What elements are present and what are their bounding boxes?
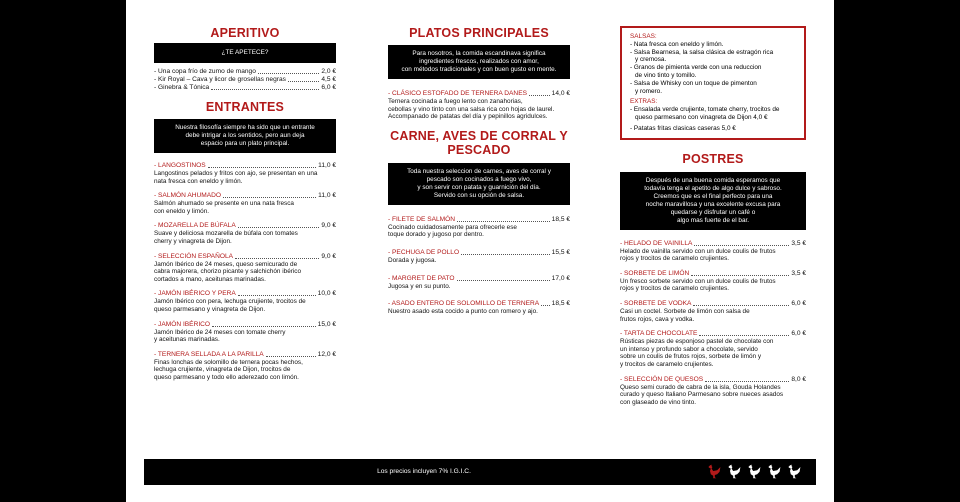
item-price: 2,0 € [321, 68, 336, 75]
leader-dots [699, 330, 789, 336]
intro-line: ¿TE APETECE? [221, 49, 269, 56]
item-name: - ASADO ENTERO DE SOLOMILLO DE TERNERA [388, 300, 540, 308]
item-price: 8,0 € [791, 375, 806, 383]
menu-item [388, 216, 570, 239]
item-description: queso parmesano y vinagreta de Dijon. [154, 305, 266, 313]
item-description: nata fresca con eneldo y limón. [154, 177, 243, 185]
menu-item [154, 222, 336, 245]
item-description: cebollas y vino tinto con una salsa rica con hojas de laurel. [388, 105, 555, 113]
menu-item [154, 253, 336, 284]
intro-line: espacio para un plato principal. [200, 140, 290, 147]
item-description: Cocinado cuidadosamente para ofrecerle ese [388, 223, 517, 231]
item-name: - MARGRET DE PATO [388, 274, 455, 282]
leader-dots [694, 240, 789, 246]
intro-box-platos [388, 45, 570, 79]
item-description: Un fresco sorbete servido con un dulce coulis de frutos [620, 277, 776, 285]
intro-line: algo mas fuerte de el bar. [676, 216, 750, 224]
column-right [620, 0, 806, 413]
item-name: - MOZARELLA DE BÚFALA [154, 222, 236, 230]
salsa-line: y romero. [635, 87, 662, 95]
item-name: - SORBETE DE LIMÓN [620, 269, 690, 277]
leader-dots [208, 162, 316, 168]
menu-item [154, 76, 336, 84]
footer-bar [144, 459, 816, 485]
extra-item [630, 125, 796, 133]
section-title-carne [388, 129, 570, 157]
menu-item [154, 351, 336, 382]
item-description: Rústicas piezas de esponjoso pastel de chocolate con [620, 338, 774, 346]
item-name: - Una copa frío de zumo de mango [154, 68, 256, 75]
item-price: 18,5 € [551, 300, 570, 308]
intro-line: Para nosotros, la comida escandinava significa [412, 50, 546, 57]
item-description: curado y queso Italiano Parmesano sobre nueces asados [620, 391, 784, 399]
carne-list [388, 216, 570, 316]
leader-dots [238, 290, 316, 296]
intro-box-postres [620, 172, 806, 230]
intro-line: quedarse y disfrutar un café o [670, 208, 756, 216]
item-price: 6,0 € [321, 84, 336, 91]
item-description: queso parmesano y todo ello aderezado con limón. [154, 373, 299, 381]
item-name: - JAMÓN IBÉRICO Y PERA [154, 290, 236, 298]
leader-dots [211, 84, 319, 90]
section-title-aperitivo: APERITIVO [210, 26, 280, 40]
item-price: 18,5 € [551, 215, 570, 223]
intro-line: Creemos que es el final perfecto para una [653, 192, 773, 200]
leader-dots [691, 270, 789, 276]
salsas-label: SALSAS: [630, 33, 657, 40]
salsa-item [630, 64, 796, 80]
item-description: cherry y vinagreta de Dijon. [154, 237, 232, 245]
section-title-postres: POSTRES [682, 151, 744, 166]
menu-item [388, 90, 570, 121]
leader-dots [693, 300, 789, 306]
salsa-item [630, 49, 796, 65]
item-price: 11,0 € [318, 192, 336, 200]
item-price: 9,0 € [321, 222, 336, 230]
intro-line: Servido con su opción de salsa. [433, 191, 525, 199]
item-description: y trocitos de caramelo crujientes. [620, 360, 714, 368]
item-name: - LANGOSTINOS [154, 162, 206, 169]
item-name: - SELECCIÓN DE QUESOS [620, 375, 704, 383]
item-description: rojos y trocitos de caramelo crujientes. [620, 285, 730, 293]
item-description: frutos rojos, cava y vodka. [620, 315, 695, 323]
leader-dots [288, 76, 319, 82]
item-description: Suave y deliciosa mozarella de búfala con tomates [154, 230, 298, 238]
item-price: 15,0 € [317, 320, 336, 328]
intro-line: todavía tenga el apetito de algo dulce y sabroso. [644, 184, 782, 192]
hen-icon [766, 463, 782, 479]
item-description: Jamón Ibérico de 24 meses, queso semicurado de [154, 260, 298, 268]
salsa-line: de vino tinto y tomillo. [635, 71, 697, 79]
item-name: - HELADO DE VAINILLA [620, 239, 693, 247]
item-name: - CLÁSICO ESTOFADO DE TERNERA DANES [388, 90, 527, 97]
item-description: Nuestro asado esta cocido a punto con romero y ajo. [388, 308, 538, 316]
extras-label: EXTRAS: [630, 98, 658, 106]
leader-dots [238, 222, 320, 228]
menu-item [620, 240, 806, 263]
menu-item [154, 162, 336, 185]
leader-dots [235, 253, 319, 259]
hen-icon [726, 463, 742, 479]
leader-dots [529, 90, 550, 96]
item-description: Salmón ahumado se presente en una nata fresca [154, 200, 294, 208]
item-description: cabra majorera, chorizo picante y salchichón ibérico [154, 268, 302, 276]
salsa-line: - Salsa Bearnesa, la salsa clásica de estragón rica [630, 48, 774, 56]
item-price: 9,0 € [321, 252, 336, 260]
item-description: Casi un coctel. Sorbete de limón con salsa de [620, 307, 750, 315]
leader-dots [461, 249, 550, 255]
title-line: CARNE, AVES DE CORRAL Y [390, 128, 568, 143]
intro-box-aperitivo [154, 43, 336, 63]
item-description: Queso semi curado de cabra de la isla, Gouda Holandes [620, 383, 781, 391]
menu-item [154, 84, 336, 92]
menu-item [388, 275, 570, 291]
hen-icon [786, 463, 802, 479]
salsa-item [630, 41, 796, 49]
extra-line: - Patatas fritas clasicas caseras 5,0 € [630, 124, 736, 132]
item-price: 4,5 € [321, 76, 336, 83]
menu-item [388, 249, 570, 265]
item-description: Jamón Ibérico con pera, lechuga crujiente, trocitos de [154, 298, 306, 306]
intro-line: con métodos tradicionales y con buen gusto en mente. [401, 66, 557, 73]
item-price: 6,0 € [791, 330, 806, 338]
section-title-platos: PLATOS PRINCIPALES [409, 26, 549, 40]
item-price: 10,0 € [317, 290, 336, 298]
menu-item [388, 300, 570, 316]
item-price: 12,0 € [317, 350, 336, 358]
menu-page [126, 0, 834, 502]
item-description: Helado de vainilla servido con un dulce coulis de frutos [620, 247, 776, 255]
item-name: - SALMÓN AHUMADO [154, 192, 222, 200]
item-name: - SORBETE DE VODKA [620, 299, 692, 307]
intro-box-carne [388, 163, 570, 205]
menu-item [620, 270, 806, 293]
item-description: Finas lonchas de solomillo de ternera pocas hechos, [154, 358, 303, 366]
leader-dots [457, 216, 550, 222]
extra-line: queso parmesano con vinagreta de Dijon 4,0 € [635, 113, 768, 121]
column-left [154, 0, 336, 389]
leader-dots [457, 275, 550, 281]
intro-line: ingredientes frescos, realizados con amor, [419, 58, 539, 65]
item-description: y aceitunas marinadas. [154, 336, 220, 344]
entrantes-list [154, 162, 336, 382]
hen-icon [746, 463, 762, 479]
item-description: Jamón Ibérico de 24 meses con tomate cherry [154, 328, 286, 336]
item-name: - PECHUGA DE POLLO [388, 248, 460, 256]
item-price: 15,5 € [551, 248, 570, 256]
item-description: Jugosa y en su punto. [388, 282, 451, 290]
intro-line: Después de una buena comida esperamos que [645, 176, 781, 184]
item-description: Langostinos pelados y fritos con ajo, se presentan en una [154, 170, 318, 177]
item-name: - TERNERA SELLADA A LA PARILLA [154, 350, 264, 358]
leader-dots [266, 351, 316, 357]
item-name: - JAMÓN IBÉRICO [154, 320, 211, 328]
item-name: - SELECCIÓN ESPAÑOLA [154, 252, 234, 260]
aperitivo-list [154, 68, 336, 92]
salsa-line: - Nata fresca con eneldo y limón. [630, 40, 724, 48]
item-price: 17,0 € [551, 274, 570, 282]
item-price: 6,0 € [791, 299, 806, 307]
item-name: - Ginebra & Tónica [154, 84, 210, 91]
menu-item [154, 321, 336, 344]
intro-line: pescado son cocinados a fuego vivo, [426, 175, 532, 183]
item-description: toque dorado y jugoso por dentro. [388, 231, 484, 239]
item-price: 3,5 € [791, 269, 806, 277]
intro-line: Toda nuestra seleccion de carnes, aves de corral y [407, 167, 551, 175]
leader-dots [258, 68, 319, 74]
salsas-box [620, 26, 806, 140]
extra-line: - Ensalada verde crujiente, tomate cherry, trocitos de [630, 106, 780, 114]
leader-dots [705, 376, 789, 382]
intro-line: Nuestra filosofía siempre ha sido que un entrante [175, 124, 315, 131]
item-name: - Kir Royal – Cava y licor de grosellas negras [154, 76, 286, 83]
section-title-entrantes: ENTRANTES [205, 100, 285, 114]
salsa-item [630, 80, 796, 96]
item-description: Dorada y jugosa. [388, 256, 437, 264]
extra-item [630, 106, 796, 122]
title-line: PESCADO [447, 142, 511, 157]
menu-item [154, 290, 336, 313]
menu-item [620, 330, 806, 368]
intro-line: y son servir con patata y guarnición del día. [417, 183, 541, 191]
menu-item [154, 192, 336, 215]
item-description: Accompanado de patatas del día y pepinillos agridulces. [388, 113, 548, 121]
salsa-line: - Granos de pimienta verde con una reduccion [630, 64, 762, 72]
leader-dots [541, 300, 549, 306]
intro-line: debe intrigar a los sentidos, pero aun deja [185, 132, 305, 139]
item-description: con eneldo y limón. [154, 207, 210, 215]
postres-list [620, 240, 806, 407]
item-description: Ternera cocinada a fuego lento con zanahorias, [388, 98, 523, 105]
intro-line: noche maravillosa y una excelente excusa para [645, 200, 781, 208]
item-description: lechuga crujiente, vinagreta de Dijon, trocitos de [154, 366, 291, 374]
item-price: 14,0 € [551, 90, 570, 97]
item-description: cortados a mano, aceitunas marinadas. [154, 275, 266, 283]
item-description: rojos y trocitos de caramelo crujientes. [620, 255, 730, 263]
menu-item [620, 300, 806, 323]
intro-box-entrantes [154, 119, 336, 153]
footer-text: Los precios incluyen 7% I.G.I.C. [377, 468, 471, 475]
item-description: un intenso y profundo sabor a chocolate, servido [620, 345, 758, 353]
item-name: - TARTA DE CHOCOLATE [620, 330, 698, 338]
menu-item [620, 376, 806, 407]
item-price: 3,5 € [791, 239, 806, 247]
column-middle [388, 0, 570, 323]
leader-dots [223, 192, 316, 198]
salsa-line: - Salsa de Whisky con un toque de pimenton [630, 79, 757, 87]
salsa-line: y cremosa. [635, 56, 667, 64]
item-description: sobre un coulis de frutos rojos, sorbete de limón y [620, 353, 762, 361]
menu-item [154, 68, 336, 76]
item-name: - FILETE DE SALMÓN [388, 215, 456, 223]
leader-dots [212, 321, 316, 327]
item-price: 11,0 € [318, 162, 336, 169]
hen-rating [706, 463, 802, 479]
hen-icon [706, 463, 722, 479]
item-description: con glaseado de vino tinto. [620, 398, 697, 406]
